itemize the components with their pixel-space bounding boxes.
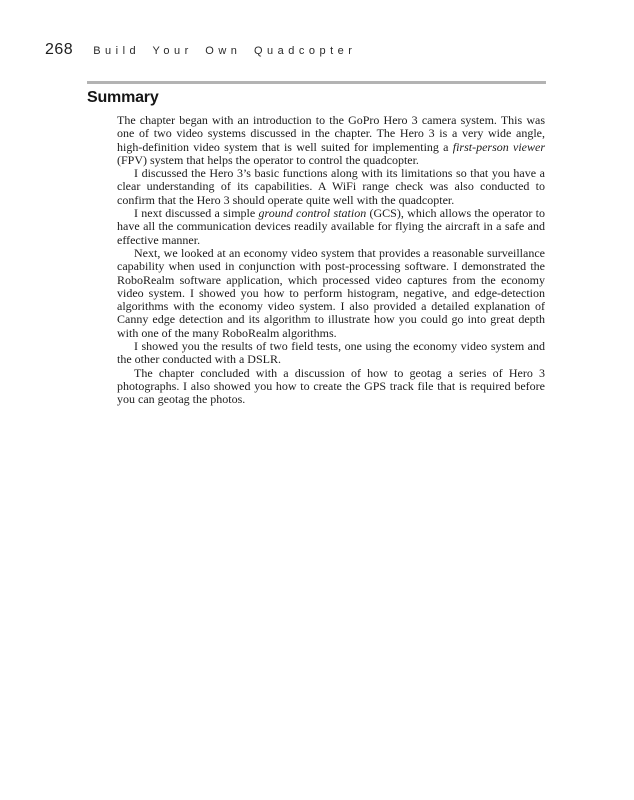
paragraph-3 — [117, 207, 545, 247]
text-run-italic: first-person viewer — [452, 139, 546, 154]
content-column — [87, 81, 546, 407]
running-head-title: Build Your Own Quadcopter — [93, 45, 357, 57]
paragraph-6 — [117, 367, 545, 407]
paragraph-5 — [117, 340, 545, 367]
text-run: Next, we looked at an economy video system that provides a reasonable surveillance capability when used in conjunction with post-processing software. I demonstrated the RoboRealm software application, which processed video captures from the economy video system. I showed you how to perform histogram, negative, and edge-detection algorithms with the economy video system. I also provided a detailed explanation of Canny edge detection and its algorithm to illustrate how you could go into great depth with one of the many RoboRealm algorithms. — [117, 245, 545, 340]
body-text — [117, 114, 545, 407]
text-run: The chapter began with an introduction to the GoPro Hero 3 camera system. This was one of two video systems discussed in the chapter. The Hero 3 is a very wide angle, high-definition video system that is well suited for implementing a — [117, 113, 545, 154]
text-run: I next discussed a simple — [134, 206, 259, 221]
text-run: (FPV) system that helps the operator to control the quadcopter. — [117, 152, 419, 167]
page-number: 268 — [45, 41, 74, 58]
text-run: I showed you the results of two field tests, one using the economy video system and the other conducted with a DSLR. — [117, 339, 545, 367]
paragraph-2 — [117, 167, 545, 207]
paragraph-1 — [117, 114, 545, 167]
page-header — [45, 41, 356, 59]
section-divider-rule — [87, 81, 546, 84]
text-run-italic: ground control station — [258, 206, 367, 221]
text-run: I discussed the Hero 3’s basic functions along with its limitations so that you have a clear understanding of its capabilities. A WiFi range check was also conducted to confirm that the Hero 3 should operate quite well with the quadcopter. — [117, 166, 545, 207]
section-heading: Summary — [87, 89, 159, 106]
text-run: (GCS), which allows the operator to have all the communication devices readily available for flying the aircraft in a safe and effective manner. — [117, 206, 545, 247]
text-run: The chapter concluded with a discussion of how to geotag a series of Hero 3 photographs. I also showed you how to create the GPS track file that is required before you can geotag the photos. — [117, 365, 545, 407]
paragraph-4 — [117, 247, 545, 340]
